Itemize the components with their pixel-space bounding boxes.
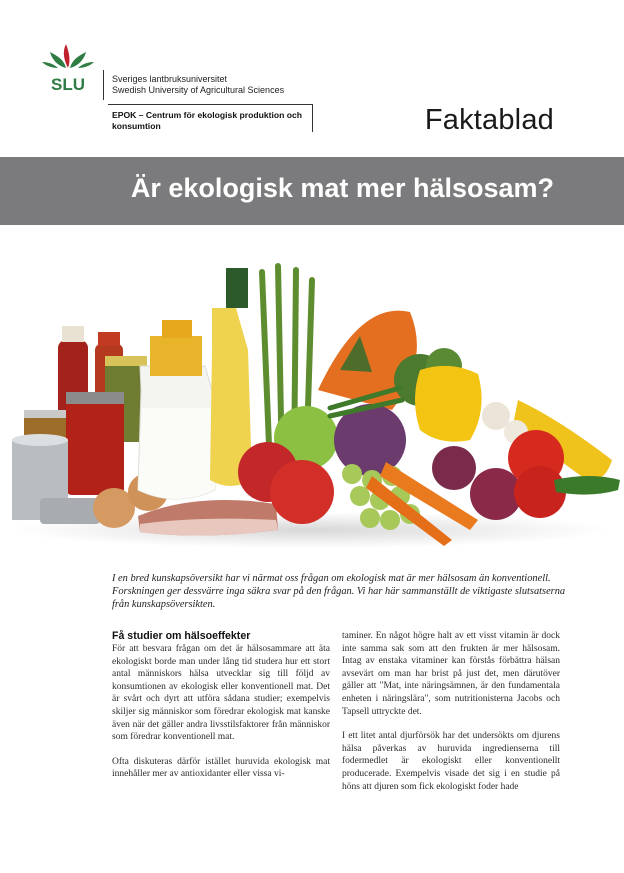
text-column-left [112,630,330,793]
slu-logo [38,38,100,100]
body-paragraph: För att besvara frågan om det är hälsosammare att äta ekologiskt borde man under lång tid studera hur ett stort antal människors hälsa utvecklar sig till följd av konsumtionen av ekologisk eller konventionell mat. Det är svårt och dyrt att utföra sådana studier; exempelvis skiljer sig människor som föredrar ekologisk mat kanske även när det gäller andra livsstilsfaktorer från människor som föredrar konventionell mat. [112,644,330,743]
body-paragraph: taminer. En något högre halt av ett visst vitamin är dock inte samma sak som att den frukten är mer hälsosam. Intag av enstaka vitaminer kan förstås förbättra hälsan avsevärt om man har brist på just det, men därutöver gäller att "Mat, inte näringsämnen, är den fundamentala enheten i näringslära", som nutritionisterna Jacobs och Tapsell uttryckte det. [342,631,560,717]
document-type: Faktablad [424,104,554,136]
university-name-en: Swedish University of Agricultural Sciences [112,85,285,95]
title-banner [0,157,624,225]
logo-text: SLU [51,75,85,94]
page-title: Är ekologisk mat mer hälsosam? [130,173,554,203]
header-divider-vertical [103,70,104,100]
intro-paragraph: I en bred kunskapsöversikt har vi närmat oss frågan om ekologisk mat är mer hälsosam än konventionell. Forskningen ger dessvärre inga säkra svar på den frågan. Vi har här sammanställt de viktigaste slutsatserna från kunskapsöversikten. [112,573,566,610]
header-divider-vertical-2 [312,104,313,132]
text-column-right [342,630,560,805]
section-heading: Få studier om hälsoeffekter [112,630,251,642]
body-paragraph: Ofta diskuteras därför istället huruvida ekologisk mat innehåller mer av antioxidanter eller vissa vi- [112,756,330,780]
body-paragraph: I ett litet antal djurförsök har det undersökts om djurens hälsa påverkas av huruvida ingredienserna till fodermedlet är ekologiskt eller konventionellt producerade. Exempelvis visade det sig i en studie på höns att djuren som fick ekologiskt foder hade [342,731,560,792]
department-name: EPOK – Centrum för ekologisk produktion och konsumtion [112,110,303,131]
groceries-photo [0,240,624,560]
university-name [112,74,284,96]
university-name-sv: Sveriges lantbruksuniversitet [112,74,228,84]
header-divider-horizontal [108,104,313,105]
